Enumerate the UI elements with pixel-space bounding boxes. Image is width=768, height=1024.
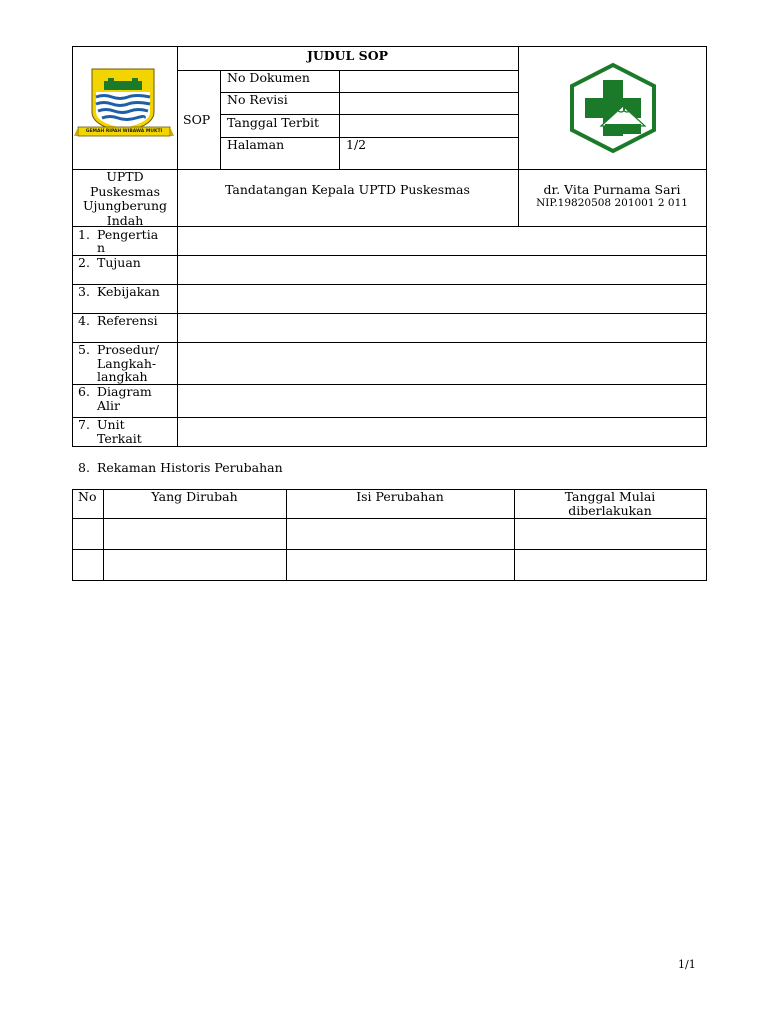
unit-name: UPTD Puskesmas Ujungberung Indah bbox=[83, 169, 167, 228]
section-number: 1. bbox=[78, 227, 90, 242]
history-col-content: Isi Perubahan bbox=[356, 489, 444, 504]
official-nip: NIP.19820508 201001 2 011 bbox=[536, 197, 688, 209]
section-number: 5. bbox=[78, 342, 90, 357]
field-label-halaman: Halaman bbox=[227, 137, 285, 152]
section-label: Pengertia n bbox=[97, 227, 159, 255]
field-value-halaman: 1/2 bbox=[346, 137, 367, 152]
city-emblem-logo bbox=[74, 64, 174, 144]
sop-title: JUDUL SOP bbox=[306, 48, 388, 63]
history-col-date: Tanggal Mulai diberlakukan bbox=[564, 489, 656, 518]
sop-label: SOP bbox=[183, 112, 211, 127]
puskesmas-logo bbox=[567, 62, 659, 154]
field-label-tanggal-terbit: Tanggal Terbit bbox=[227, 115, 320, 130]
section-label: Kebijakan bbox=[97, 284, 160, 299]
section-number: 4. bbox=[78, 313, 90, 328]
history-col-no: No bbox=[78, 489, 97, 504]
section-label: Referensi bbox=[97, 313, 158, 328]
page-number: 1/1 bbox=[678, 958, 696, 971]
section-number: 2. bbox=[78, 255, 90, 270]
section-label: Tujuan bbox=[97, 255, 141, 270]
field-label-no-revisi: No Revisi bbox=[227, 92, 288, 107]
signature-label: Tandatangan Kepala UPTD Puskesmas bbox=[225, 182, 470, 197]
section-label: Diagram Alir bbox=[97, 384, 152, 413]
history-heading-number: 8. bbox=[78, 460, 90, 475]
logo-motto: GEMAH RIPAH WIBAWA MUKTI bbox=[85, 129, 163, 134]
section-number: 6. bbox=[78, 384, 90, 399]
section-label: Unit Terkait bbox=[97, 417, 142, 446]
history-col-changed: Yang Dirubah bbox=[151, 489, 238, 504]
field-label-no-dokumen: No Dokumen bbox=[227, 70, 310, 85]
section-number: 7. bbox=[78, 417, 90, 432]
section-label: Prosedur/ Langkah-langkah bbox=[97, 342, 159, 384]
history-heading: Rekaman Historis Perubahan bbox=[97, 460, 283, 475]
official-name: dr. Vita Purnama Sari bbox=[543, 182, 681, 197]
section-number: 3. bbox=[78, 284, 90, 299]
